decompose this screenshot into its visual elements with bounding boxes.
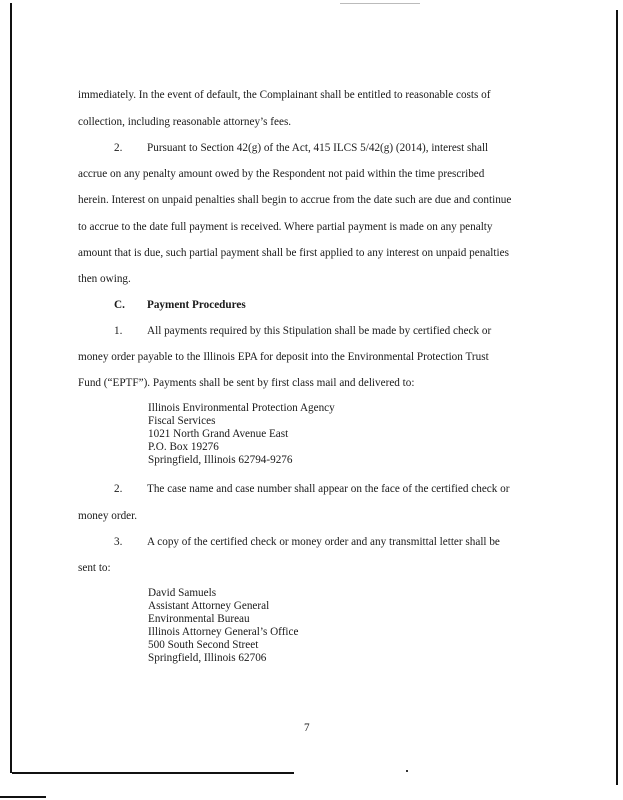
address-line: Illinois Environmental Protection Agency — [148, 402, 335, 414]
address-line: Illinois Attorney General’s Office — [148, 626, 299, 638]
paragraph-line: collection, including reasonable attorney’s fees. — [78, 116, 292, 128]
section-heading: Payment Procedures — [147, 299, 246, 311]
address-block-epa — [148, 402, 335, 467]
address-line: David Samuels — [148, 587, 217, 599]
paragraph-line: then owing. — [78, 273, 131, 285]
scan-border-bottom — [12, 772, 294, 774]
section-letter: C. — [114, 299, 125, 311]
paragraph-number: 2. — [114, 483, 123, 495]
address-block-attorney-general — [148, 587, 298, 665]
paragraph-number: 2. — [114, 142, 123, 154]
address-line: Springfield, Illinois 62794-9276 — [148, 454, 293, 466]
address-line: Assistant Attorney General — [148, 600, 270, 612]
address-line: Environmental Bureau — [148, 613, 250, 625]
paragraph-number: 1. — [114, 325, 123, 337]
paragraph-line: Pursuant to Section 42(g) of the Act, 415 ILCS 5/42(g) (2014), interest shall — [147, 142, 489, 154]
paragraph-line: accrue on any penalty amount owed by the Respondent not paid within the time prescribed — [78, 168, 485, 180]
scan-border-left — [10, 3, 12, 773]
paragraph-line: money order. — [78, 510, 138, 522]
paragraph-line: to accrue to the date full payment is received. Where partial payment is made on any penalty — [78, 221, 493, 233]
paragraph-line: immediately. In the event of default, the Complainant shall be entitled to reasonable costs of — [78, 89, 491, 101]
address-line: 1021 North Grand Avenue East — [148, 428, 289, 440]
paragraph-line: amount that is due, such partial payment shall be first applied to any interest on unpaid penalties — [78, 247, 509, 259]
scan-border-right — [616, 10, 618, 785]
scan-border-corner — [0, 796, 46, 798]
page-number: 7 — [304, 722, 310, 734]
paragraph-line: Fund (“EPTF”). Payments shall be sent by first class mail and delivered to: — [78, 377, 415, 389]
address-line: 500 South Second Street — [148, 639, 259, 651]
scan-speck — [406, 770, 408, 772]
paragraph-line: A copy of the certified check or money order and any transmittal letter shall be — [147, 536, 500, 548]
paragraph-number: 3. — [114, 536, 123, 548]
paragraph-line: sent to: — [78, 562, 111, 574]
address-line: P.O. Box 19276 — [148, 441, 219, 453]
address-line: Springfield, Illinois 62706 — [148, 652, 267, 664]
paragraph-line: herein. Interest on unpaid penalties shall begin to accrue from the date such are due and continue — [78, 194, 512, 206]
scan-border-top — [340, 3, 420, 4]
paragraph-line: All payments required by this Stipulation shall be made by certified check or — [147, 325, 492, 337]
paragraph-line: The case name and case number shall appear on the face of the certified check or — [147, 483, 510, 495]
paragraph-line: money order payable to the Illinois EPA for deposit into the Environmental Protection Trust — [78, 351, 489, 363]
address-line: Fiscal Services — [148, 415, 216, 427]
